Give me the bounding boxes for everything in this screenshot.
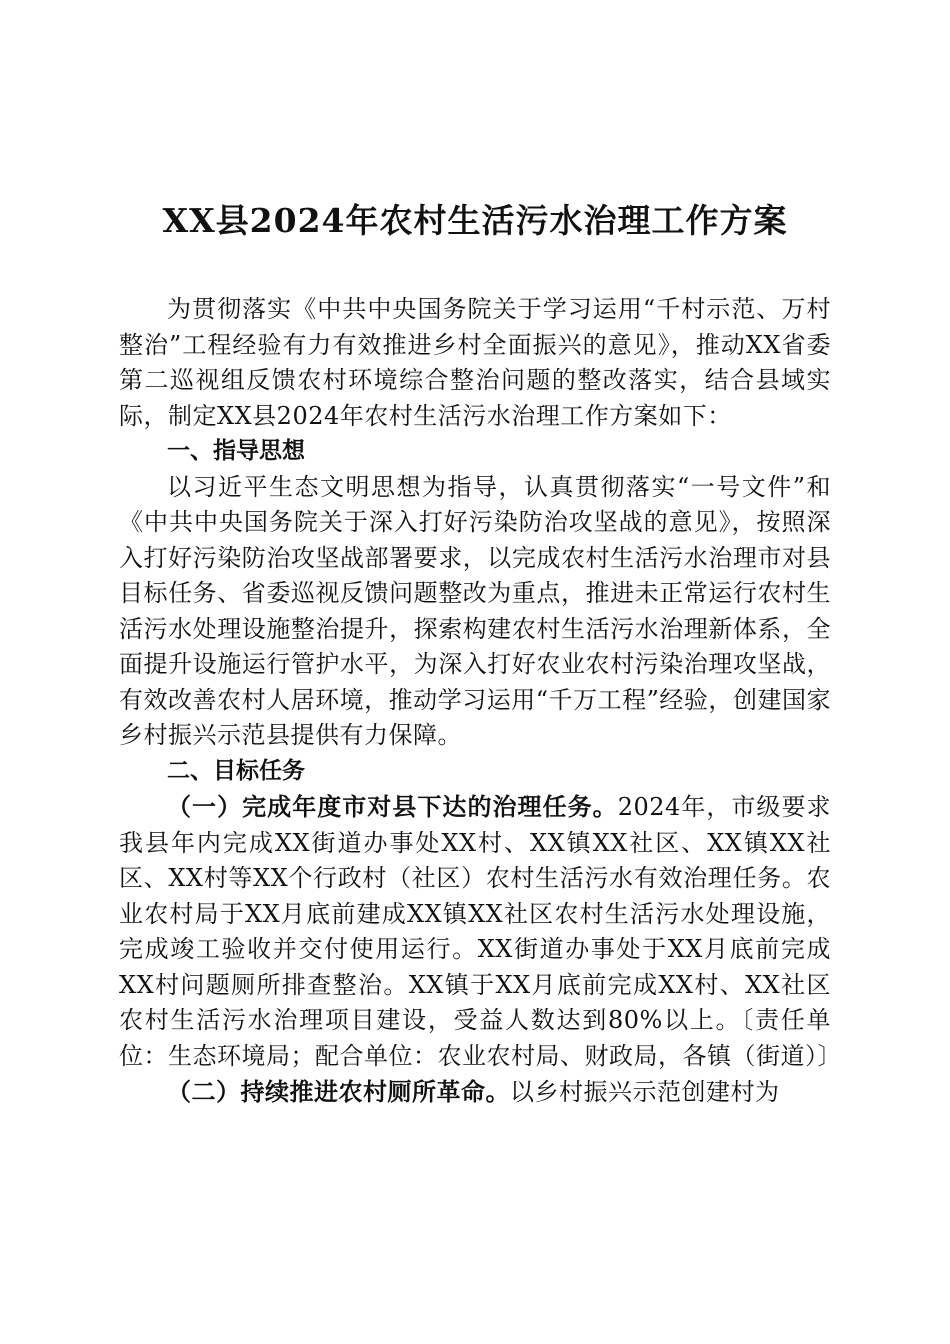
objective-item-1 xyxy=(119,789,842,1074)
objective-item-1-heading: （一）完成年度市对县下达的治理任务。 xyxy=(167,792,618,821)
intro-paragraph: 为贯彻落实《中共中央国务院关于学习运用“千村示范、万村整治”工程经验有力有效推进乡村全面振兴的意见》，推动XX省委第二巡视组反馈农村环境综合整治问题的整改落实，结合县域实际，制定XX县2024年农村生活污水治理工作方案如下： xyxy=(119,295,831,430)
guiding-ideology-paragraph: 以习近平生态文明思想为指导，认真贯彻落实“一号文件”和《中共中央国务院关于深入打好污染防治攻坚战的意见》，按照深入打好污染防治攻坚战部署要求，以完成农村生活污水治理市对县目标任务、省委巡视反馈问题整改为重点，推进未正常运行农村生活污水处理设施整治提升，探索构建农村生活污水治理新体系，全面提升设施运行管护水平，为深入打好农业农村污染治理攻坚战，有效改善农村人居环境，推动学习运用“千万工程”经验，创建国家乡村振兴示范县提供有力保障。 xyxy=(119,472,831,749)
document-body xyxy=(119,292,842,1111)
section-heading-guiding-ideology: 一、指导思想 xyxy=(167,438,305,464)
objective-item-1-text: 2024年，市级要求我县年内完成XX街道办事处XX村、XX镇XX社区、XX镇XX社区、XX村等XX个行政村（社区）农村生活污水有效治理任务。农业农村局于XX月底前建成XX镇XX社区农村生活污水处理设施，完成竣工验收并交付使用运行。XX街道办事处于XX月底前完成XX村问题厕所排查整治。XX镇于XX月底前完成XX村、XX社区农村生活污水治理项目建设，受益人数达到80%以上。〔责任单位：生态环境局；配合单位：农业农村局、财政局，各镇（街道）〕 xyxy=(119,793,842,1070)
section-heading-objectives: 二、目标任务 xyxy=(167,757,305,784)
objective-item-2-text: 以乡村振兴示范创建村为 xyxy=(510,1078,780,1106)
document-title: XX县2024年农村生活污水治理工作方案 xyxy=(162,201,788,240)
objective-item-2 xyxy=(119,1074,831,1111)
objective-item-2-heading: （二）持续推进农村厕所革命。 xyxy=(167,1077,510,1106)
